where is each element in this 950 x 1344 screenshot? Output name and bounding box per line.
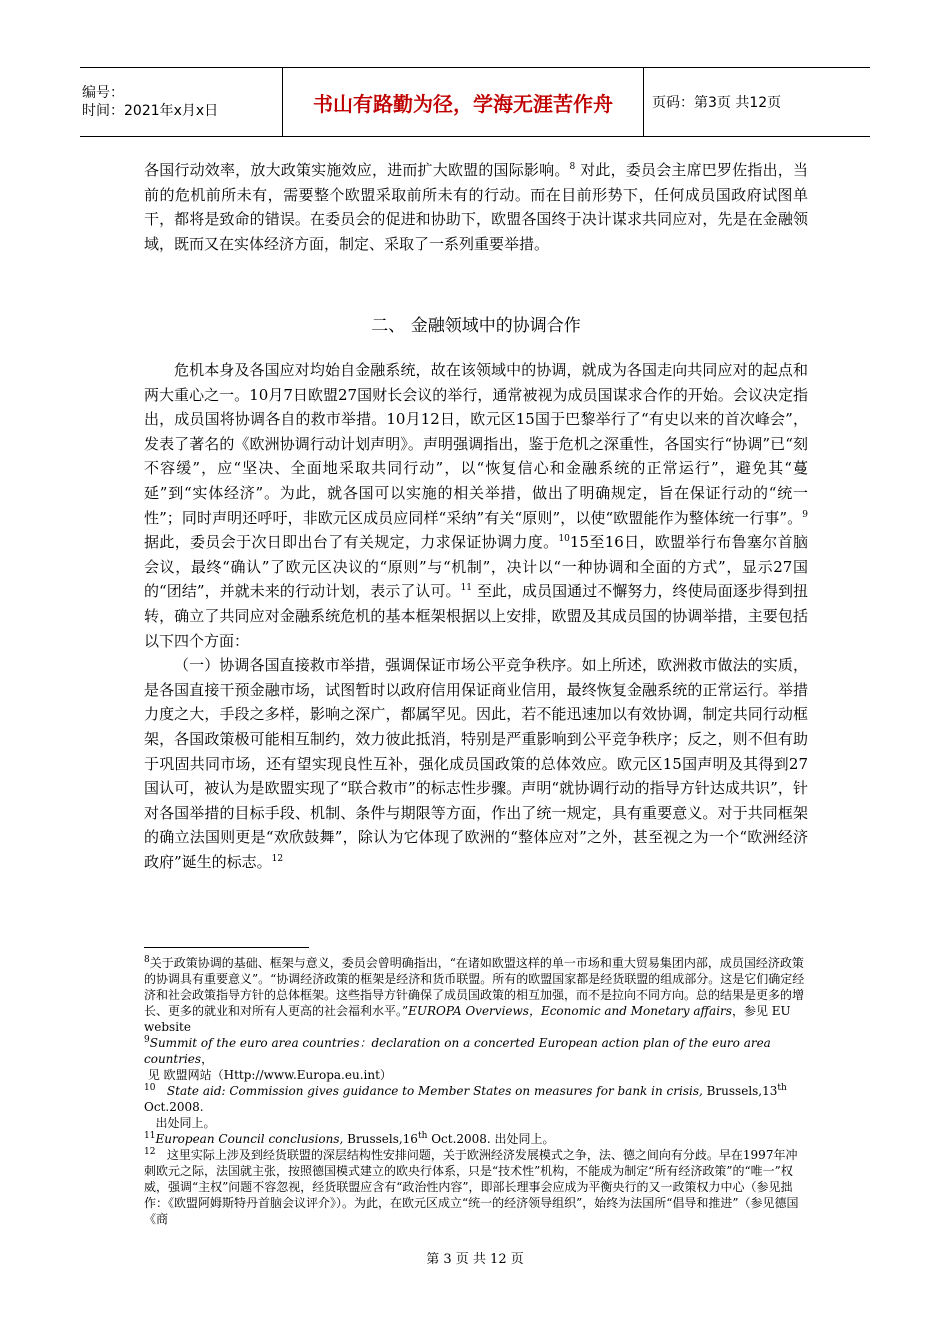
footnote-number: 12 bbox=[144, 1147, 156, 1157]
footnote-text: 关于政策协调的基础、框架与意义，委员会曾明确指出，“在诸如欧盟这样的单一市场和重大贸易集团内部，成员国经济政策的协调具有重要意义”。“协调经济政策的框架是经济和货币联盟。所有的欧盟国家都是经货联盟的组成部分。这是它们确定经济和社会政策指导方针的总体框架。这些指导方针确保了成员国政策的相互加强，而不是拉向不同方向。总的结果是更多的增长、更多的就业和对所有人更高的社会福利水平。” bbox=[144, 956, 805, 1018]
header-motto-cell bbox=[283, 68, 644, 137]
footnotes bbox=[144, 955, 808, 1227]
header-page-info: 页码：第3页 共12页 bbox=[652, 95, 782, 111]
section-title: 二、 金融领域中的协调合作 bbox=[371, 316, 581, 336]
header-left-cell bbox=[80, 68, 283, 137]
footnote-11 bbox=[144, 1131, 808, 1147]
paragraph-text: 危机本身及各国应对均始自金融系统，故在该领域中的协调，就成为各国走向共同应对的起点和两大重心之一。10月7日欧盟27国财长会议的举行，通常被视为成员国谋求合作的开始。会议决定指出，成员国将协调各自的救市举措。10月12日，欧元区15国于巴黎举行了“有史以来的首次峰会”，发表了著名的《欧洲协调行动计划声明》。声明强调指出，鉴于危机之深重性，各国实行“协调”已“刻不容缓”，应“坚决、全面地采取共同行动”，以“恢复信心和金融系统的正常运行”，避免其“蔓延”到“实体经济”。为此，就各国可以实施的相关举措，做出了明确规定，旨在保证行动的“统一性”；同时声明还呼吁，非欧元区成员应同样“采纳”有关“原则”，以使“欧盟能作为整体统一行事”。 bbox=[144, 361, 808, 527]
paragraph-text: 至此，成员国通过不懈努力，终使局面逐步得到扭转，确立了共同应对金融系统危机的基本框架根据以上安排，欧盟及其成员国的协调举措，主要包括以下四个方面： bbox=[144, 582, 808, 650]
footnote-separator bbox=[144, 947, 309, 948]
intro-text-2: 对此，委员会主席巴罗佐指出，当前的危机前所未有，需要整个欧盟采取前所未有的行动。而在目前形势下，任何成员国政府试图单干，都将是致命的错误。在委员会的促进和协助下，欧盟各国终于决计谋求共同应对，先是在金融领域，既而又在实体经济方面，制定、采取了一系列重要举措。 bbox=[144, 161, 808, 253]
footnote-text: Oct.2008. bbox=[144, 1100, 204, 1114]
footnote-text: 出处同上。 bbox=[155, 1116, 216, 1130]
page-footer: 第 3 页 共 12 页 bbox=[426, 1252, 524, 1267]
paragraph-text: 15至16日，欧盟举行布鲁塞尔首脑会议，最终“确认”了欧元区决议的“原则”与“机制”，决计以“一种协调和全面的方式”，显示27国的“团结”，并就未来的行动计划，表示了认可。 bbox=[144, 533, 808, 601]
footnote-source: State aid: Commission gives guidance to Member States on measures for bank in crisis, bbox=[166, 1084, 703, 1098]
footnote-text: ，参见 EU website bbox=[144, 1004, 791, 1034]
footnote-9 bbox=[144, 1035, 808, 1067]
page-header bbox=[80, 67, 870, 137]
footnote-10 bbox=[144, 1083, 808, 1115]
intro-paragraph bbox=[144, 158, 808, 256]
footnote-number: 10 bbox=[144, 1083, 156, 1093]
paragraph-text: 据此，委员会于次日即出台了有关规定，力求保证协调力度。 bbox=[144, 533, 559, 552]
serial-number-label: 编号： bbox=[82, 85, 124, 101]
date-label: 时间：2021年x月x日 bbox=[82, 103, 219, 119]
footnote-text: Brussels,13 bbox=[702, 1084, 778, 1098]
paragraph-text: （一）协调各国直接救市举措，强调保证市场公平竞争秩序。如上所述，欧洲救市做法的实质，是各国直接干预金融市场，试图暂时以政府信用保证商业信用，最终恢复金融系统的正常运行。举措力度之大，手段之多样，影响之深广，都属罕见。因此，若不能迅速加以有效协调，制定共同行动框架，各国政策极可能相互制约，效力彼此抵消，特别是严重影响到公平竞争秩序；反之，则不但有助于巩固共同市场，还有望实现良性互补，强化成员国政策的总体效应。欧元区15国声明及其得到27国认可，被认为是欧盟实现了“联合救市”的标志性步骤。声明“就协调行动的指导方针达成共识”，针对各国举措的目标手段、机制、条件与期限等方面，作出了统一规定，具有重要意义。对于共同框架的确立法国则更是“欢欣鼓舞”，除认为它体现了欧洲的“整体应对”之外，甚至视之为一个“欧洲经济政府”诞生的标志。 bbox=[144, 656, 808, 871]
header-page-cell bbox=[644, 68, 871, 137]
footnote-source: European Council conclusions, bbox=[155, 1132, 344, 1146]
footnote-text: Brussels,16 bbox=[343, 1132, 418, 1146]
ordinal-suffix: th bbox=[777, 1083, 787, 1093]
footnote-source: Summit of the euro area countries：declaration on a concerted European action plan of the euro area countries bbox=[144, 1036, 771, 1066]
footnote-source: EUROPA Overviews，Economic and Monetary affairs bbox=[408, 1004, 732, 1018]
footnote-ref-11[interactable]: 11 bbox=[460, 583, 473, 594]
footnote-8 bbox=[144, 955, 808, 1035]
footnote-ref-12[interactable]: 12 bbox=[271, 853, 284, 864]
footnote-10-line-2 bbox=[144, 1115, 808, 1131]
footnote-12 bbox=[144, 1147, 808, 1227]
main-paragraphs bbox=[144, 358, 808, 874]
footnote-ref-9[interactable]: 9 bbox=[802, 509, 808, 520]
footnote-number: 9 bbox=[144, 1035, 150, 1045]
paragraph-point-one bbox=[144, 653, 808, 874]
footnote-text: ， bbox=[201, 1052, 214, 1066]
footnote-text: Oct.2008. 出处同上。 bbox=[427, 1132, 555, 1146]
footnote-9-line-2 bbox=[144, 1067, 808, 1083]
intro-text: 各国行动效率，放大政策实施效应，进而扩大欧盟的国际影响。 bbox=[144, 161, 570, 179]
paragraph-financial-coordination bbox=[144, 358, 808, 653]
ordinal-suffix: th bbox=[417, 1131, 428, 1141]
footnote-ref-8[interactable]: 8 bbox=[569, 162, 576, 172]
header-motto: 书山有路勤为径，学海无涯苦作舟 bbox=[313, 91, 613, 116]
footnote-ref-10[interactable]: 10 bbox=[558, 534, 570, 545]
footnote-number: 11 bbox=[144, 1131, 156, 1141]
footnote-text: 这里实际上涉及到经货联盟的深层结构性安排问题，关于欧洲经济发展模式之争，法、德之间向有分歧。早在1997年冲刺欧元之际，法国就主张，按照德国模式建立的欧央行体系，只是“技术性”机构，不能成为制定“所有经济政策”的“唯一”权威，强调“主权”问题不容忽视，经货联盟应含有“政治性内容”，即部长理事会应成为平衡央行的又一政策权力中心（参见拙作：《欧盟阿姆斯特丹首脑会议评介》）。为此，在欧元区成立“统一的经济领导组织”，始终为法国所“倡导和推进”（参见德国《商 bbox=[144, 1148, 799, 1226]
footnote-number: 8 bbox=[144, 955, 150, 965]
footnote-text: 见 欧盟网站（Http://www.Europa.eu.int） bbox=[147, 1068, 392, 1082]
